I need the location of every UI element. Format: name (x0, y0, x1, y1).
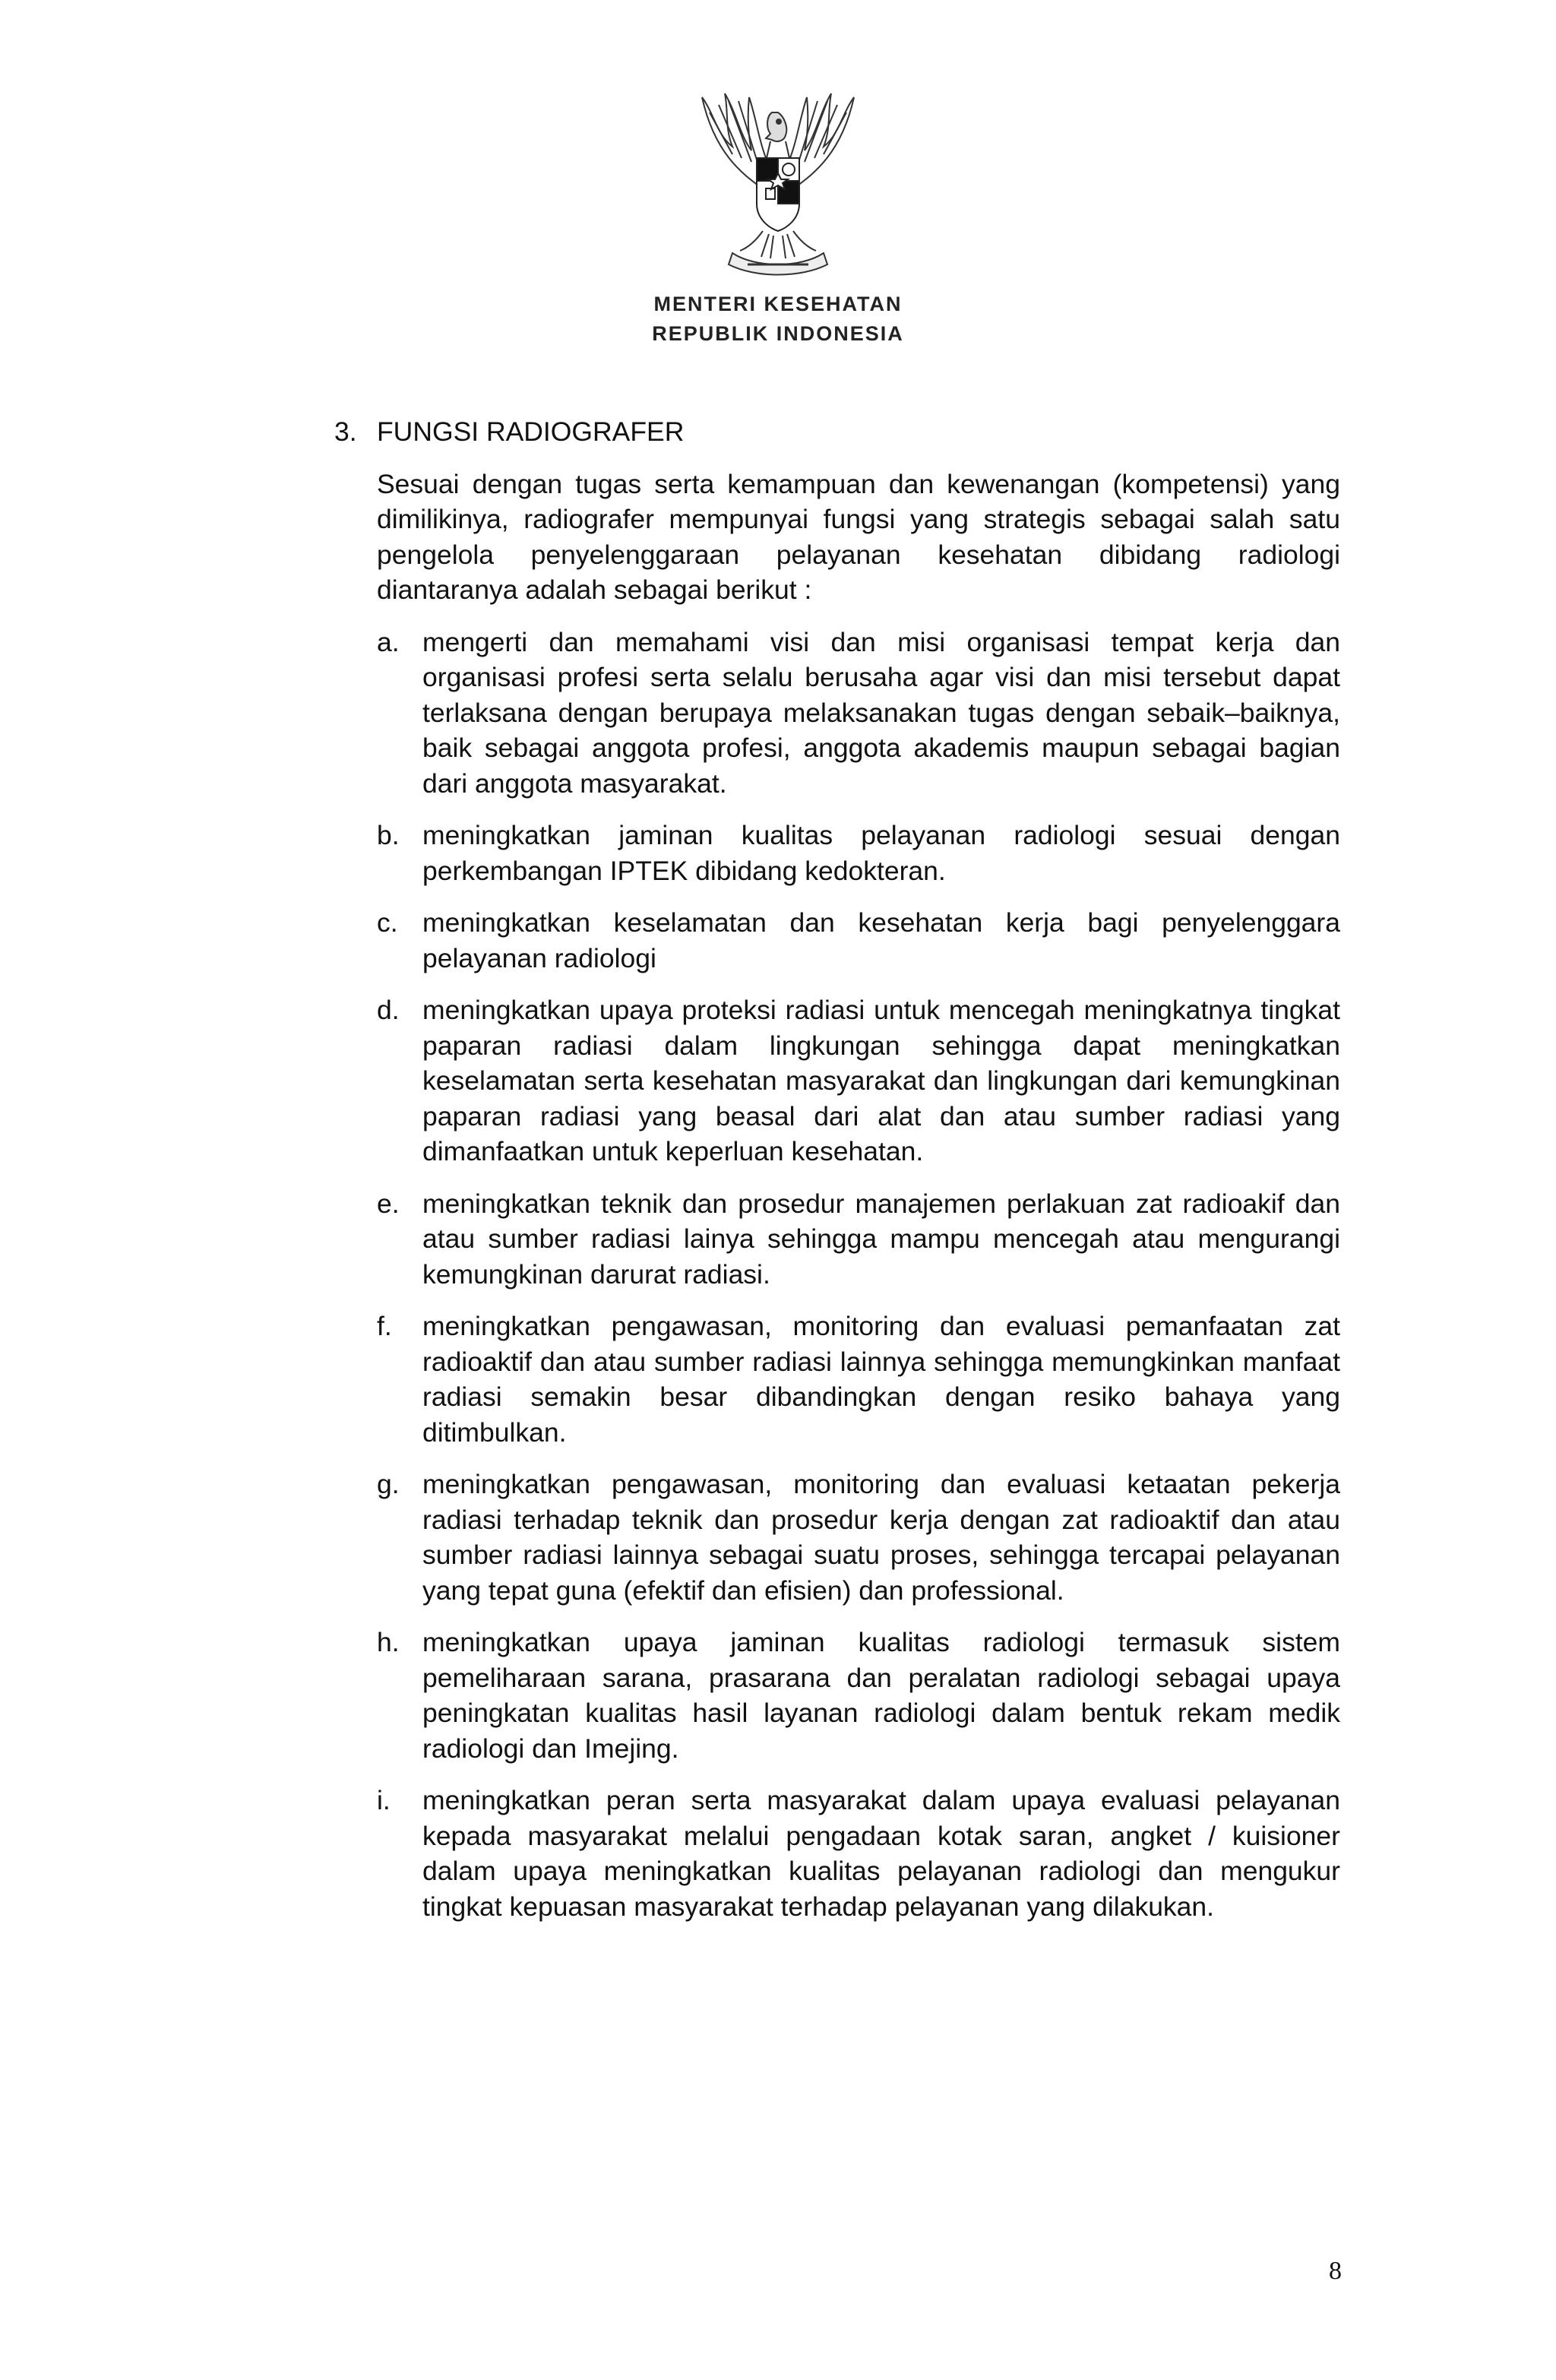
list-item-text: meningkatkan pengawasan, monitoring dan evaluasi ketaatan pekerja radiasi terhadap teknik dan prosedur kerja dengan zat radioaktif dan atau sumber radiasi lainnya sebagai suatu proses, sehingga tercapai pelayanan yang tepat guna (efektif dan efisien) dan professional. (422, 1469, 1340, 1606)
page-number: 8 (1329, 2257, 1342, 2285)
list-item (377, 992, 1340, 1169)
list-item-text: meningkatkan upaya proteksi radiasi untuk mencegah meningkatnya tingkat paparan radiasi dalam lingkungan sehingga dapat meningkatkan keselamatan serta kesehatan masyarakat dan lingkungan dari kemungkinan paparan radiasi yang beasal dari alat dan atau sumber radiasi yang dimanfaatkan untuk keperluan kesehatan. (422, 995, 1340, 1166)
section-heading (334, 414, 1340, 450)
list-marker: e. (377, 1188, 400, 1219)
list-item-text: meningkatkan pengawasan, monitoring dan evaluasi pemanfaatan zat radioaktif dan atau sumber radiasi lainnya sehingga memungkinkan manfaat radiasi semakin besar dibandingkan dengan resiko bahaya yang ditimbulkan. (422, 1311, 1340, 1448)
list-item (377, 1186, 1340, 1293)
list-item-text: meningkatkan keselamatan dan kesehatan kerja bagi penyelenggara pelayanan radiologi (422, 907, 1340, 973)
section-number: 3. (334, 416, 357, 447)
intro-paragraph: Sesuai dengan tugas serta kemampuan dan kewenangan (kompetensi) yang dimilikinya, radiografer mempunyai fungsi yang strategis sebagai salah satu pengelola penyelenggaraan pelayanan kesehatan dibidang radiologi diantaranya adalah sebagai berikut : (377, 468, 1340, 605)
list-marker: b. (377, 820, 400, 850)
function-list (377, 625, 1340, 1925)
list-item-text: meningkatkan teknik dan prosedur manajemen perlakuan zat radioakif dan atau sumber radiasi lainya sehingga mampu mencegah atau mengurangi kemungkinan darurat radiasi. (422, 1188, 1340, 1290)
section-title: FUNGSI RADIOGRAFER (377, 416, 685, 447)
letterhead (0, 82, 1556, 347)
list-item-text: mengerti dan memahami visi dan misi organisasi tempat kerja dan organisasi profesi serta selalu berusaha agar visi dan misi tersebut dapat terlaksana dengan berupaya melaksanakan tugas dengan sebaik–baiknya, baik sebagai anggota profesi, anggota akademis maupun sebagai bagian dari anggota masyarakat. (422, 626, 1340, 799)
list-marker: g. (377, 1469, 400, 1499)
list-item (377, 818, 1340, 888)
list-marker: f. (377, 1311, 392, 1341)
list-marker: i. (377, 1785, 391, 1815)
list-item-text: meningkatkan upaya jaminan kualitas radiologi termasuk sistem pemeliharaan sarana, prasarana dan peralatan radiologi sebagai upaya peningkatan kualitas hasil layanan radiologi dalam bentuk rekam medik radiologi dan Imejing. (422, 1627, 1340, 1764)
list-item-text: meningkatkan jaminan kualitas pelayanan radiologi sesuai dengan perkembangan IPTEK dibidang kedokteran. (422, 820, 1340, 886)
list-item (377, 1625, 1340, 1766)
list-item (377, 1467, 1340, 1608)
list-item (377, 905, 1340, 976)
list-marker: c. (377, 907, 398, 938)
list-marker: h. (377, 1627, 400, 1657)
list-item (377, 1783, 1340, 1924)
list-marker: a. (377, 626, 400, 657)
list-marker: d. (377, 995, 400, 1025)
country-name: REPUBLIK INDONESIA (652, 322, 904, 345)
document-body (334, 414, 1340, 1941)
list-item-text: meningkatkan peran serta masyarakat dalam upaya evaluasi pelayanan kepada masyarakat melalui pengadaan kotak saran, angket / kuisioner dalam upaya meningkatkan kualitas pelayanan radiologi dan mengukur tingkat kepuasan masyarakat terhadap pelayanan yang dilakukan. (422, 1785, 1340, 1922)
garuda-emblem-icon (687, 82, 869, 287)
list-item (377, 625, 1340, 802)
list-item (377, 1309, 1340, 1450)
ministry-name: MENTERI KESEHATAN (653, 293, 903, 315)
